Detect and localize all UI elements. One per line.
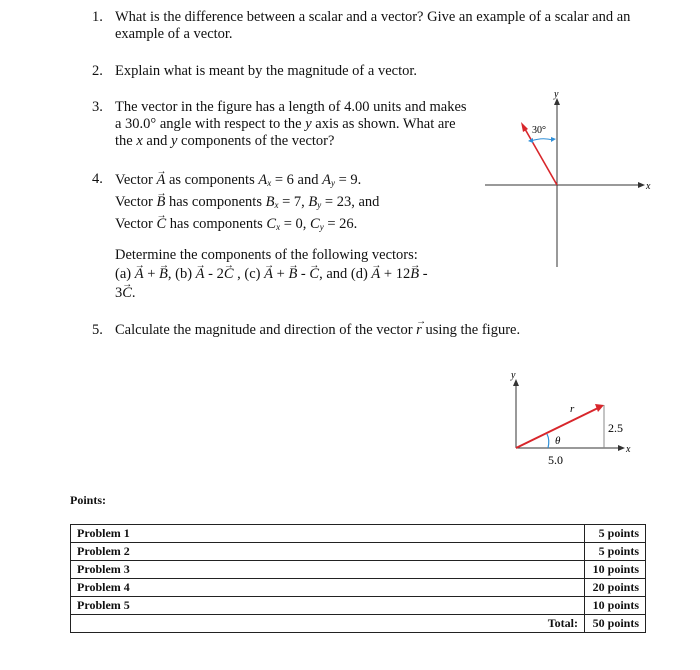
q4-determine bbox=[115, 246, 428, 303]
table-row bbox=[71, 579, 646, 597]
q4-vector-a: Vector → A as components $A_x = 6$ and $A_y = 9$. bbox=[115, 171, 379, 193]
table-row bbox=[71, 561, 646, 579]
fig1-angle-arc bbox=[531, 139, 553, 141]
fig2-angle-arc bbox=[547, 434, 549, 448]
problem-name: Problem 2 bbox=[71, 543, 585, 561]
q1-line1: What is the difference between a scalar and a vector? Give an example of a scalar and an bbox=[115, 9, 631, 25]
problem-name: Problem 1 bbox=[71, 525, 585, 543]
q4-number: 4. bbox=[92, 171, 103, 187]
q4-expressions: (a) → A + → B, (b) → A - 2→ C , (c) → A + → B - → C, and (d) → A + 12→ B - bbox=[115, 265, 428, 284]
fig1-y-label: y bbox=[554, 89, 559, 100]
q2-text: Explain what is meant by the magnitude of a vector. bbox=[115, 63, 418, 79]
q3-text bbox=[115, 99, 467, 150]
fig2-horizontal-length: 5.0 bbox=[548, 453, 563, 467]
total-label: Total: bbox=[71, 615, 585, 633]
total-points: 50 points bbox=[585, 615, 646, 633]
fig2-y-label: y bbox=[511, 370, 516, 381]
problem-points: 5 points bbox=[585, 525, 646, 543]
q4-determine-line: Determine the components of the following vectors: bbox=[115, 247, 418, 263]
fig2-r-label: r bbox=[570, 403, 575, 415]
q5-number: 5. bbox=[92, 322, 103, 338]
problem-name: Problem 3 bbox=[71, 561, 585, 579]
fig1-vector bbox=[525, 129, 557, 185]
q3-number: 3. bbox=[92, 99, 103, 115]
q5-text: Calculate the magnitude and direction of the vector → r using the figure. bbox=[115, 322, 520, 339]
q2-number: 2. bbox=[92, 63, 103, 79]
problem-points: 20 points bbox=[585, 579, 646, 597]
problem-points: 10 points bbox=[585, 597, 646, 615]
problem-name: Problem 5 bbox=[71, 597, 585, 615]
q4-vector-c: Vector → C has components $C_x = 0$, $C_y = 26$. bbox=[115, 215, 379, 237]
q1-text bbox=[115, 9, 630, 43]
table-row bbox=[71, 543, 646, 561]
q1-line2: example of a vector. bbox=[115, 26, 233, 42]
q3-line3: the x and y components of the vector? bbox=[115, 133, 335, 149]
q1-number: 1. bbox=[92, 9, 103, 25]
fig2-theta-label: θ bbox=[555, 435, 561, 447]
fig2-vertical-length: 2.5 bbox=[608, 421, 623, 435]
fig1-angle-label: 30° bbox=[532, 125, 546, 136]
q3-line1: The vector in the figure has a length of 4.00 units and makes bbox=[115, 99, 467, 115]
table-row bbox=[71, 525, 646, 543]
problem-points: 5 points bbox=[585, 543, 646, 561]
q3-line2: a 30.0° angle with respect to the y axis as shown. What are bbox=[115, 116, 456, 132]
fig2-x-label: x bbox=[626, 444, 631, 455]
q4-text bbox=[115, 171, 379, 237]
problem-name: Problem 4 bbox=[71, 579, 585, 597]
fig1-x-label: x bbox=[646, 181, 651, 192]
problem-points: 10 points bbox=[585, 561, 646, 579]
vector-figure-2 bbox=[500, 368, 650, 480]
total-row bbox=[71, 615, 646, 633]
points-label: Points: bbox=[70, 493, 106, 507]
q4-expression-cont: 3→ C. bbox=[115, 284, 428, 303]
points-table bbox=[70, 524, 646, 633]
q4-vector-b: Vector → B has components $B_x = 7$, $B_y = 23$, and bbox=[115, 193, 379, 215]
table-row bbox=[71, 597, 646, 615]
vector-figure-1 bbox=[480, 85, 655, 270]
